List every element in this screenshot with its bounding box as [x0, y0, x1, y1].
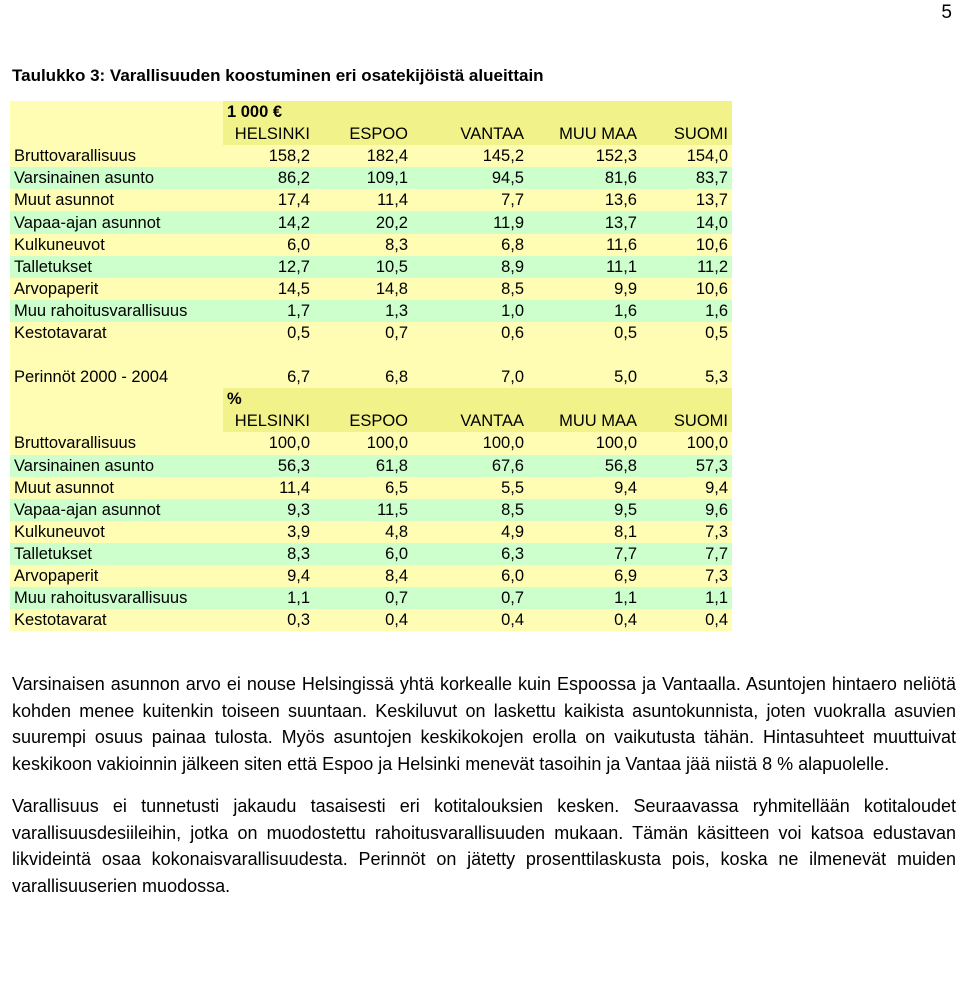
value-cell: 0,7: [412, 587, 528, 609]
value-cell: 67,6: [412, 455, 528, 477]
column-header: ESPOO: [314, 410, 412, 432]
value-cell: 1,7: [223, 300, 314, 322]
value-cell: 8,9: [412, 256, 528, 278]
column-header: HELSINKI: [223, 123, 314, 145]
table-row: [10, 521, 732, 543]
value-cell: 11,4: [314, 189, 412, 211]
value-cell: 8,3: [223, 543, 314, 565]
value-cell: 9,5: [528, 499, 641, 521]
value-cell: 81,6: [528, 167, 641, 189]
value-cell: 4,8: [314, 521, 412, 543]
value-cell: 145,2: [412, 145, 528, 167]
value-cell: 1,6: [641, 300, 732, 322]
unit-label: 1 000 €: [223, 101, 732, 123]
value-cell: 6,5: [314, 477, 412, 499]
wealth-composition-table: [10, 101, 732, 631]
column-header-row: [10, 410, 732, 432]
value-cell: 56,8: [528, 455, 641, 477]
value-cell: 0,4: [641, 609, 732, 631]
table-row: [10, 587, 732, 609]
table-row: [10, 167, 732, 189]
value-cell: 154,0: [641, 145, 732, 167]
value-cell: 5,5: [412, 477, 528, 499]
value-cell: 100,0: [641, 432, 732, 454]
value-cell: 17,4: [223, 189, 314, 211]
value-cell: 100,0: [223, 432, 314, 454]
row-label: Bruttovarallisuus: [10, 432, 223, 454]
table-row: [10, 499, 732, 521]
value-cell: 0,5: [528, 322, 641, 344]
value-cell: 6,0: [314, 543, 412, 565]
value-cell: 7,7: [412, 189, 528, 211]
empty-cell: [10, 101, 223, 123]
spacer-row: [10, 344, 732, 366]
value-cell: 7,0: [412, 366, 528, 388]
value-cell: 10,5: [314, 256, 412, 278]
empty-cell: [10, 388, 223, 410]
value-cell: 5,3: [641, 366, 732, 388]
value-cell: 56,3: [223, 455, 314, 477]
column-header-row: [10, 123, 732, 145]
column-header: SUOMI: [641, 410, 732, 432]
value-cell: 1,1: [223, 587, 314, 609]
value-cell: 11,5: [314, 499, 412, 521]
value-cell: 8,5: [412, 278, 528, 300]
value-cell: 0,6: [412, 322, 528, 344]
value-cell: 0,4: [314, 609, 412, 631]
value-cell: 13,6: [528, 189, 641, 211]
value-cell: 14,2: [223, 211, 314, 233]
value-cell: 13,7: [641, 189, 732, 211]
empty-cell: [10, 344, 732, 366]
value-cell: 11,2: [641, 256, 732, 278]
value-cell: 14,5: [223, 278, 314, 300]
value-cell: 0,5: [223, 322, 314, 344]
value-cell: 100,0: [412, 432, 528, 454]
value-cell: 7,7: [641, 543, 732, 565]
value-cell: 8,3: [314, 234, 412, 256]
row-label: Muut asunnot: [10, 189, 223, 211]
value-cell: 6,7: [223, 366, 314, 388]
column-header: HELSINKI: [223, 410, 314, 432]
value-cell: 182,4: [314, 145, 412, 167]
value-cell: 8,5: [412, 499, 528, 521]
row-label: Muu rahoitusvarallisuus: [10, 587, 223, 609]
value-cell: 1,6: [528, 300, 641, 322]
value-cell: 4,9: [412, 521, 528, 543]
value-cell: 57,3: [641, 455, 732, 477]
value-cell: 0,5: [641, 322, 732, 344]
table-row: [10, 189, 732, 211]
value-cell: 83,7: [641, 167, 732, 189]
table-row: [10, 322, 732, 344]
value-cell: 0,3: [223, 609, 314, 631]
row-label: Kulkuneuvot: [10, 234, 223, 256]
table-row: [10, 609, 732, 631]
page-number: 5: [941, 2, 952, 23]
column-header: VANTAA: [412, 410, 528, 432]
value-cell: 14,0: [641, 211, 732, 233]
value-cell: 6,8: [314, 366, 412, 388]
value-cell: 3,9: [223, 521, 314, 543]
value-cell: 8,4: [314, 565, 412, 587]
value-cell: 11,6: [528, 234, 641, 256]
table-row: [10, 477, 732, 499]
value-cell: 0,4: [528, 609, 641, 631]
value-cell: 158,2: [223, 145, 314, 167]
table-row: [10, 300, 732, 322]
column-header: MUU MAA: [528, 410, 641, 432]
value-cell: 94,5: [412, 167, 528, 189]
value-cell: 9,4: [223, 565, 314, 587]
column-header: ESPOO: [314, 123, 412, 145]
value-cell: 61,8: [314, 455, 412, 477]
value-cell: 0,4: [412, 609, 528, 631]
body-text: [12, 671, 956, 899]
row-label: Vapaa-ajan asunnot: [10, 499, 223, 521]
table-row: [10, 145, 732, 167]
value-cell: 10,6: [641, 234, 732, 256]
value-cell: 6,8: [412, 234, 528, 256]
value-cell: 7,7: [528, 543, 641, 565]
value-cell: 6,0: [223, 234, 314, 256]
value-cell: 10,6: [641, 278, 732, 300]
row-label: Kestotavarat: [10, 609, 223, 631]
table-row: [10, 565, 732, 587]
row-label: Varsinainen asunto: [10, 455, 223, 477]
column-header: VANTAA: [412, 123, 528, 145]
value-cell: 7,3: [641, 565, 732, 587]
table-row: [10, 278, 732, 300]
value-cell: 8,1: [528, 521, 641, 543]
value-cell: 9,3: [223, 499, 314, 521]
value-cell: 9,6: [641, 499, 732, 521]
value-cell: 1,1: [641, 587, 732, 609]
value-cell: 86,2: [223, 167, 314, 189]
value-cell: 152,3: [528, 145, 641, 167]
row-label: Bruttovarallisuus: [10, 145, 223, 167]
value-cell: 0,7: [314, 322, 412, 344]
value-cell: 11,4: [223, 477, 314, 499]
row-label: Talletukset: [10, 543, 223, 565]
unit-row: [10, 388, 732, 410]
inheritance-row: [10, 366, 732, 388]
value-cell: 100,0: [314, 432, 412, 454]
value-cell: 6,9: [528, 565, 641, 587]
empty-cell: [10, 123, 223, 145]
value-cell: 11,1: [528, 256, 641, 278]
table-row: [10, 432, 732, 454]
column-header: SUOMI: [641, 123, 732, 145]
value-cell: 100,0: [528, 432, 641, 454]
value-cell: 109,1: [314, 167, 412, 189]
value-cell: 12,7: [223, 256, 314, 278]
value-cell: 13,7: [528, 211, 641, 233]
row-label: Muu rahoitusvarallisuus: [10, 300, 223, 322]
table-row: [10, 256, 732, 278]
table-row: [10, 455, 732, 477]
table-row: [10, 234, 732, 256]
row-label: Arvopaperit: [10, 278, 223, 300]
value-cell: 9,4: [641, 477, 732, 499]
row-label: Talletukset: [10, 256, 223, 278]
row-label: Varsinainen asunto: [10, 167, 223, 189]
value-cell: 11,9: [412, 211, 528, 233]
value-cell: 1,3: [314, 300, 412, 322]
paragraph: Varallisuus ei tunnetusti jakaudu tasaisesti eri kotitalouksien kesken. Seuraavassa ryhmitellään kotitaloudet varallisuusdesiileihin, jotka on muodostettu rahoitusvarallisuuden mukaan. Tämän käsitteen voi katsoa edustavan likvideintä osaa kokonaisvarallisuudesta. Perinnöt on jätetty prosenttilaskusta pois, koska ne ilmenevät muiden varallisuuserien muodossa.: [12, 796, 956, 896]
value-cell: 9,9: [528, 278, 641, 300]
unit-label: %: [223, 388, 732, 410]
row-label: Vapaa-ajan asunnot: [10, 211, 223, 233]
row-label: Perinnöt 2000 - 2004: [10, 366, 223, 388]
row-label: Arvopaperit: [10, 565, 223, 587]
value-cell: 20,2: [314, 211, 412, 233]
row-label: Kulkuneuvot: [10, 521, 223, 543]
empty-cell: [10, 410, 223, 432]
paragraph: Varsinaisen asunnon arvo ei nouse Helsingissä yhtä korkealle kuin Espoossa ja Vantaalla. Asuntojen hintaero neliötä kohden menee kuitenkin toiseen suuntaan. Keskiluvut on laskettu kaikista asuntokunnista, joten vuokralla asuvien suurempi osuus painaa tulosta. Myös asuntojen keskikokojen erolla on vaikutusta tähän. Hintasuhteet muuttuivat keskikoon vakioinnin jälkeen siten että Espoo ja Helsinki menevät tasoihin ja Vantaa jää niistä 8 % alapuolelle.: [12, 674, 956, 774]
row-label: Muut asunnot: [10, 477, 223, 499]
value-cell: 0,7: [314, 587, 412, 609]
value-cell: 1,0: [412, 300, 528, 322]
column-header: MUU MAA: [528, 123, 641, 145]
value-cell: 1,1: [528, 587, 641, 609]
value-cell: 5,0: [528, 366, 641, 388]
value-cell: 6,0: [412, 565, 528, 587]
table-caption: Taulukko 3: Varallisuuden koostuminen eri osatekijöistä alueittain: [12, 66, 544, 85]
value-cell: 14,8: [314, 278, 412, 300]
value-cell: 9,4: [528, 477, 641, 499]
table-row: [10, 543, 732, 565]
table-row: [10, 211, 732, 233]
unit-row: [10, 101, 732, 123]
value-cell: 6,3: [412, 543, 528, 565]
row-label: Kestotavarat: [10, 322, 223, 344]
value-cell: 7,3: [641, 521, 732, 543]
